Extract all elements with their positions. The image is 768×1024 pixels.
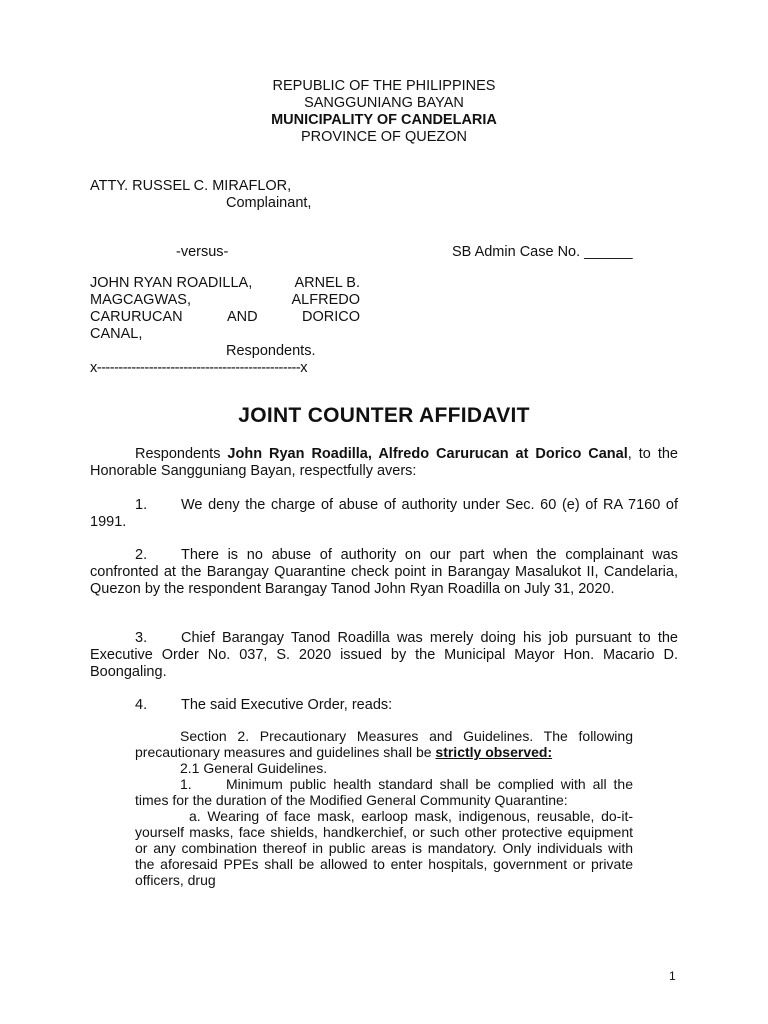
paragraph-1 <box>90 497 678 531</box>
respondents-line <box>90 326 360 343</box>
paragraph-text: We deny the charge of abuse of authority under Sec. 60 (e) of RA 7160 of 1991. <box>90 497 678 530</box>
complainant-block <box>90 178 670 212</box>
respondent-text: DORICO <box>302 309 360 325</box>
document-header <box>0 78 768 146</box>
page-number: 1 <box>669 969 676 983</box>
respondent-text: AND <box>227 309 258 325</box>
respondents-block <box>90 275 360 343</box>
complainant-name: ATTY. RUSSEL C. MIRAFLOR, <box>90 178 292 194</box>
respondent-text: CARURUCAN <box>90 309 183 325</box>
paragraph-4 <box>90 697 678 714</box>
respondents-line <box>90 275 360 292</box>
strictly-observed: strictly observed: <box>435 744 553 760</box>
intro-suffix: , to the Honorable Sangguniang Bayan, respectfully avers: <box>90 446 678 479</box>
respondents-label: Respondents. <box>226 343 316 359</box>
item-number: 1. <box>180 776 192 792</box>
header-municipality: MUNICIPALITY OF CANDELARIA <box>271 112 497 128</box>
executive-order-quote <box>135 728 633 888</box>
paragraph-text: The said Executive Order, reads: <box>181 697 393 713</box>
paragraph-number: 3. <box>135 630 148 646</box>
paragraph-text: Chief Barangay Tanod Roadilla was merely doing his job pursuant to the Executive Order No. 037, S. 2020 issued by the Municipal Mayor Hon. Macario D. Boongaling. <box>90 630 678 680</box>
item-text: Minimum public health standard shall be complied with all the times for the duration of the Modified General Community Quarantine: <box>135 776 633 808</box>
header-province: PROVINCE OF QUEZON <box>301 129 467 145</box>
paragraph-number: 4. <box>135 697 148 713</box>
respondent-text: CANAL, <box>90 326 143 342</box>
respondent-text: JOHN RYAN ROADILLA, <box>90 275 253 291</box>
paragraph-number: 2. <box>135 547 148 563</box>
respondent-text: ALFREDO <box>291 292 360 308</box>
paragraph-2 <box>90 547 678 598</box>
caption-separator: x-----------------------------------------------x <box>90 360 307 376</box>
section-text: Section 2. Precautionary Measures and Guidelines. The following precautionary measures and guidelines shall be <box>135 728 633 760</box>
case-number: SB Admin Case No. ______ <box>452 244 633 260</box>
complainant-label: Complainant, <box>226 195 312 211</box>
respondents-line <box>90 309 360 326</box>
general-guidelines-heading: 2.1 General Guidelines. <box>180 760 328 776</box>
respondent-text: ARNEL B. <box>294 275 360 291</box>
item-a: a. Wearing of face mask, earloop mask, indigenous, reusable, do-it-yourself masks, face shields, handkerchief, or such other protective equipment or any combination thereof in public areas is mandatory. Only individuals with the aforesaid PPEs shall be allowed to enter hospitals, government or private officers, drug <box>135 808 633 888</box>
respondents-line <box>90 292 360 309</box>
intro-paragraph <box>90 446 678 480</box>
versus-label: -versus- <box>176 244 229 260</box>
paragraph-number: 1. <box>135 497 148 513</box>
header-sanggunian: SANGGUNIANG BAYAN <box>304 95 464 111</box>
document-title: JOINT COUNTER AFFIDAVIT <box>238 404 530 427</box>
paragraph-3 <box>90 630 678 681</box>
header-republic: REPUBLIC OF THE PHILIPPINES <box>272 78 496 94</box>
respondent-text: MAGCAGWAS, <box>90 292 191 308</box>
intro-respondent-names: John Ryan Roadilla, Alfredo Carurucan at Dorico Canal <box>227 446 628 462</box>
intro-prefix: Respondents <box>135 446 228 462</box>
paragraph-text: There is no abuse of authority on our part when the complainant was confronted at the Barangay Quarantine check point in Barangay Masalukot II, Candelaria, Quezon by the respondent Barangay Tanod John Ryan Roadilla on July 31, 2020. <box>90 547 678 597</box>
